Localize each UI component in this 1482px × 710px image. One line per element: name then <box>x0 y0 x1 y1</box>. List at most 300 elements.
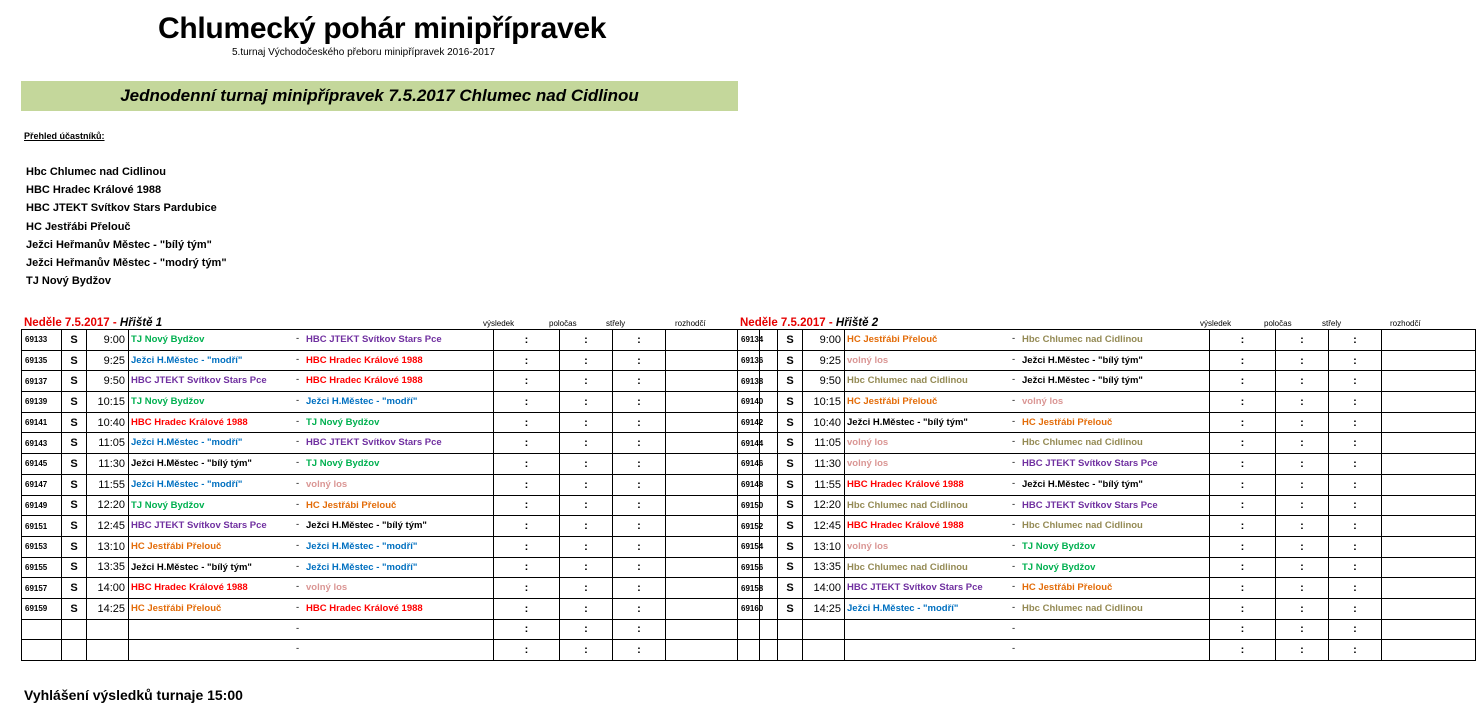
shots-cell: : <box>1329 640 1382 661</box>
home-team: Ježci H.Městec - "modří" <box>847 602 959 614</box>
referee-cell <box>1382 454 1476 475</box>
home-team: HBC JTEKT Svítkov Stars Pce <box>847 582 983 594</box>
match-time: 9:50 <box>87 371 129 392</box>
shots-cell: : <box>613 619 666 640</box>
shots-cell: : <box>1329 350 1382 371</box>
pitch1-name: Hřiště 1 <box>119 317 163 329</box>
match-teams <box>845 619 1210 640</box>
home-team: Ježci H.Městec - "bílý tým" <box>131 561 252 573</box>
match-category: S <box>778 392 803 413</box>
pitch2-name: Hřiště 2 <box>835 317 879 329</box>
half-cell: : <box>1276 433 1329 454</box>
away-team: HBC Hradec Králové 1988 <box>306 354 423 366</box>
match-category: S <box>778 412 803 433</box>
team-separator: - <box>1012 601 1016 613</box>
home-team: TJ Nový Bydžov <box>131 499 205 511</box>
result-cell: : <box>494 433 560 454</box>
match-number: 69134 <box>738 330 778 351</box>
referee-cell <box>1382 640 1476 661</box>
match-category: S <box>62 516 87 537</box>
match-category <box>62 640 87 661</box>
half-cell: : <box>1276 392 1329 413</box>
away-team: TJ Nový Bydžov <box>1022 540 1096 552</box>
team-separator: - <box>1012 519 1016 531</box>
team-separator: - <box>1012 353 1016 365</box>
home-team: Ježci H.Městec - "bílý tým" <box>847 416 968 428</box>
result-cell: : <box>1210 433 1276 454</box>
match-number: 69160 <box>738 598 778 619</box>
referee-cell <box>1382 495 1476 516</box>
match-teams <box>845 371 1210 392</box>
match-time: 10:15 <box>87 392 129 413</box>
match-number: 69146 <box>738 454 778 475</box>
shots-cell: : <box>613 412 666 433</box>
match-row <box>22 516 760 537</box>
team-separator: - <box>1012 333 1016 344</box>
shots-cell: : <box>1329 371 1382 392</box>
team-separator: - <box>296 581 300 593</box>
half-cell: : <box>560 454 613 475</box>
result-cell: : <box>494 619 560 640</box>
half-cell: : <box>560 640 613 661</box>
away-team: TJ Nový Bydžov <box>1022 561 1096 573</box>
match-row <box>738 495 1476 516</box>
team-separator: - <box>1012 374 1016 386</box>
match-teams <box>129 619 494 640</box>
match-teams <box>845 330 1210 351</box>
match-number: 69142 <box>738 412 778 433</box>
result-cell: : <box>1210 392 1276 413</box>
match-time: 13:10 <box>803 536 845 557</box>
away-team: HC Jestřábi Přelouč <box>1022 582 1113 594</box>
match-time: 12:20 <box>87 495 129 516</box>
home-team: HBC JTEKT Svítkov Stars Pce <box>131 520 267 532</box>
participant-item: HBC JTEKT Svítkov Stars Pardubice <box>26 202 217 215</box>
pitch2-heading <box>740 317 878 329</box>
document-title: Chlumecký pohár minipřípravek <box>158 12 607 45</box>
match-time: 12:45 <box>87 516 129 537</box>
shots-cell: : <box>1329 474 1382 495</box>
match-row <box>738 619 1476 640</box>
shots-cell: : <box>613 330 666 351</box>
result-cell: : <box>1210 619 1276 640</box>
match-number: 69143 <box>22 433 62 454</box>
away-team: Hbc Chlumec nad Cidlinou <box>1022 334 1143 345</box>
result-cell: : <box>1210 495 1276 516</box>
half-cell: : <box>1276 640 1329 661</box>
away-team: Ježci H.Městec - "bílý tým" <box>1022 478 1143 490</box>
team-separator: - <box>296 622 300 634</box>
match-row <box>738 371 1476 392</box>
match-category: S <box>778 350 803 371</box>
match-time: 13:35 <box>803 557 845 578</box>
half-cell: : <box>1276 619 1329 640</box>
match-number: 69148 <box>738 474 778 495</box>
shots-cell: : <box>1329 412 1382 433</box>
referee-cell <box>1382 598 1476 619</box>
half-cell: : <box>560 433 613 454</box>
match-category: S <box>778 495 803 516</box>
home-team: HBC Hradec Králové 1988 <box>847 478 964 490</box>
home-team: Hbc Chlumec nad Cidlinou <box>847 499 968 511</box>
match-number: 69136 <box>738 350 778 371</box>
away-team: HC Jestřábi Přelouč <box>306 499 397 511</box>
match-time: 13:35 <box>87 557 129 578</box>
match-time: 14:25 <box>803 598 845 619</box>
team-separator: - <box>1012 436 1016 448</box>
result-cell: : <box>494 578 560 599</box>
team-separator: - <box>296 333 300 344</box>
pitch1-col-referee: rozhodčí <box>675 319 706 328</box>
match-time: 11:05 <box>87 433 129 454</box>
result-cell: : <box>494 536 560 557</box>
half-cell: : <box>560 516 613 537</box>
match-number: 69157 <box>22 578 62 599</box>
pitch2-col-referee: rozhodčí <box>1390 319 1421 328</box>
match-time: 10:15 <box>803 392 845 413</box>
shots-cell: : <box>613 454 666 475</box>
pitch1-col-half: poločas <box>549 319 577 328</box>
home-team: HC Jestřábi Přelouč <box>847 396 938 408</box>
match-teams <box>845 536 1210 557</box>
shots-cell: : <box>1329 619 1382 640</box>
away-team: Ježci H.Městec - "modří" <box>306 561 418 573</box>
result-cell: : <box>494 474 560 495</box>
team-separator: - <box>296 374 300 386</box>
half-cell: : <box>560 598 613 619</box>
match-row <box>738 640 1476 661</box>
referee-cell <box>1382 350 1476 371</box>
match-teams <box>129 495 494 516</box>
result-cell: : <box>494 371 560 392</box>
half-cell: : <box>560 371 613 392</box>
referee-cell <box>1382 474 1476 495</box>
away-team: Ježci H.Městec - "bílý tým" <box>1022 354 1143 366</box>
away-team: HBC Hradec Králové 1988 <box>306 375 423 387</box>
match-number: 69147 <box>22 474 62 495</box>
home-team: volný los <box>847 540 889 552</box>
match-number: 69153 <box>22 536 62 557</box>
pitch1-day: Neděle 7.5.2017 - <box>24 317 117 329</box>
shots-cell: : <box>1329 557 1382 578</box>
shots-cell: : <box>1329 598 1382 619</box>
match-number: 69133 <box>22 330 62 351</box>
pitch2-day: Neděle 7.5.2017 - <box>740 317 833 329</box>
match-row <box>22 350 760 371</box>
match-teams <box>845 598 1210 619</box>
shots-cell: : <box>613 557 666 578</box>
match-row <box>738 392 1476 413</box>
referee-cell <box>1382 412 1476 433</box>
team-separator: - <box>1012 622 1016 634</box>
team-separator: - <box>1012 539 1016 551</box>
match-category: S <box>778 516 803 537</box>
match-category: S <box>62 557 87 578</box>
match-time: 11:30 <box>803 454 845 475</box>
result-cell: : <box>1210 371 1276 392</box>
match-time: 11:05 <box>803 433 845 454</box>
away-team: HBC JTEKT Svítkov Stars Pce <box>1022 458 1158 470</box>
match-time: 10:40 <box>803 412 845 433</box>
referee-cell <box>1382 371 1476 392</box>
home-team: volný los <box>847 437 889 449</box>
team-separator: - <box>1012 498 1016 510</box>
pitch1-col-result: výsledek <box>483 319 515 328</box>
match-time: 12:20 <box>803 495 845 516</box>
result-cell: : <box>494 557 560 578</box>
match-time: 12:45 <box>803 516 845 537</box>
half-cell: : <box>560 495 613 516</box>
match-row <box>738 578 1476 599</box>
match-category: S <box>62 474 87 495</box>
team-separator: - <box>296 519 300 531</box>
match-row <box>22 330 760 351</box>
referee-cell <box>1382 578 1476 599</box>
match-teams <box>845 640 1210 661</box>
match-teams <box>845 454 1210 475</box>
match-row <box>738 536 1476 557</box>
match-teams <box>845 412 1210 433</box>
participants-list <box>26 163 227 290</box>
match-teams <box>845 350 1210 371</box>
result-cell: : <box>494 330 560 351</box>
result-cell: : <box>1210 536 1276 557</box>
half-cell: : <box>560 412 613 433</box>
home-team: HBC Hradec Králové 1988 <box>131 416 248 428</box>
result-cell: : <box>1210 516 1276 537</box>
result-cell: : <box>494 598 560 619</box>
team-separator: - <box>296 643 300 655</box>
home-team: Hbc Chlumec nad Cidlinou <box>847 561 968 573</box>
half-cell: : <box>560 578 613 599</box>
match-number <box>738 640 778 661</box>
match-teams <box>129 392 494 413</box>
result-cell: : <box>494 412 560 433</box>
team-separator: - <box>296 539 300 551</box>
match-time: 9:25 <box>87 350 129 371</box>
match-row <box>738 454 1476 475</box>
match-number: 69141 <box>22 412 62 433</box>
match-time <box>803 619 845 640</box>
match-teams <box>845 495 1210 516</box>
match-time <box>803 640 845 661</box>
match-category <box>778 619 803 640</box>
match-row <box>738 330 1476 351</box>
home-team: volný los <box>847 354 889 366</box>
referee-cell <box>1382 536 1476 557</box>
match-row <box>738 433 1476 454</box>
result-cell: : <box>1210 578 1276 599</box>
match-time: 9:00 <box>803 330 845 351</box>
match-number: 69135 <box>22 350 62 371</box>
result-cell: : <box>1210 412 1276 433</box>
match-category: S <box>62 433 87 454</box>
match-teams <box>845 557 1210 578</box>
result-cell: : <box>494 640 560 661</box>
match-teams <box>129 598 494 619</box>
match-number: 69150 <box>738 495 778 516</box>
match-teams <box>845 433 1210 454</box>
match-teams <box>129 640 494 661</box>
match-category <box>778 640 803 661</box>
shots-cell: : <box>613 371 666 392</box>
match-row <box>738 557 1476 578</box>
match-row <box>738 516 1476 537</box>
match-category: S <box>62 578 87 599</box>
results-announcement: Vyhlášení výsledků turnaje 15:00 <box>24 687 243 703</box>
match-row <box>22 557 760 578</box>
match-category <box>62 619 87 640</box>
match-teams <box>845 392 1210 413</box>
match-row <box>738 412 1476 433</box>
team-separator: - <box>296 395 300 407</box>
match-category: S <box>778 474 803 495</box>
result-cell: : <box>1210 350 1276 371</box>
pitch2-col-shots: střely <box>1322 319 1342 328</box>
match-category: S <box>778 598 803 619</box>
result-cell: : <box>494 392 560 413</box>
match-category: S <box>778 371 803 392</box>
home-team: TJ Nový Bydžov <box>131 396 205 408</box>
participant-item: Ježci Heřmanův Městec - "modrý tým" <box>26 257 227 270</box>
match-number: 69145 <box>22 454 62 475</box>
match-category: S <box>778 578 803 599</box>
match-time <box>87 640 129 661</box>
referee-cell <box>1382 330 1476 351</box>
away-team: Ježci H.Městec - "bílý tým" <box>1022 375 1143 387</box>
result-cell: : <box>1210 640 1276 661</box>
match-number: 69159 <box>22 598 62 619</box>
away-team: volný los <box>306 582 348 594</box>
pitch1-schedule-table <box>21 329 760 661</box>
shots-cell: : <box>613 495 666 516</box>
shots-cell: : <box>613 578 666 599</box>
participant-item: Ježci Heřmanův Městec - "bílý tým" <box>26 238 212 251</box>
half-cell: : <box>560 392 613 413</box>
team-separator: - <box>296 415 300 427</box>
match-row <box>22 433 760 454</box>
match-time: 14:00 <box>803 578 845 599</box>
result-cell: : <box>1210 474 1276 495</box>
match-category: S <box>778 454 803 475</box>
away-team: HBC JTEKT Svítkov Stars Pce <box>306 437 442 449</box>
match-teams <box>129 350 494 371</box>
away-team: HBC JTEKT Svítkov Stars Pce <box>1022 499 1158 511</box>
tournament-banner: Jednodenní turnaj minipřípravek 7.5.2017 Chlumec nad Cidlinou <box>21 81 738 111</box>
shots-cell: : <box>1329 433 1382 454</box>
half-cell: : <box>560 557 613 578</box>
result-cell: : <box>494 495 560 516</box>
away-team: HBC JTEKT Svítkov Stars Pce <box>306 334 442 345</box>
match-category: S <box>62 371 87 392</box>
result-cell: : <box>494 350 560 371</box>
half-cell: : <box>1276 350 1329 371</box>
match-teams <box>845 578 1210 599</box>
half-cell: : <box>560 350 613 371</box>
match-teams <box>129 371 494 392</box>
away-team: TJ Nový Bydžov <box>306 458 380 470</box>
home-team: HBC Hradec Králové 1988 <box>131 582 248 594</box>
away-team: HBC Hradec Králové 1988 <box>306 602 423 614</box>
pitch2-schedule-table <box>737 329 1476 661</box>
match-teams <box>129 536 494 557</box>
match-row <box>22 578 760 599</box>
team-separator: - <box>1012 477 1016 489</box>
shots-cell: : <box>1329 454 1382 475</box>
shots-cell: : <box>1329 578 1382 599</box>
home-team: TJ Nový Bydžov <box>131 334 205 345</box>
match-number: 69144 <box>738 433 778 454</box>
away-team: Hbc Chlumec nad Cidlinou <box>1022 602 1143 614</box>
shots-cell: : <box>613 474 666 495</box>
match-number: 69155 <box>22 557 62 578</box>
document-subtitle: 5.turnaj Východočeského přeboru minipřípravek 2016-2017 <box>232 47 495 58</box>
away-team: Ježci H.Městec - "modří" <box>306 396 418 408</box>
pitch1-heading <box>24 317 162 329</box>
away-team: Ježci H.Městec - "modří" <box>306 540 418 552</box>
away-team: HC Jestřábi Přelouč <box>1022 416 1113 428</box>
match-teams <box>845 516 1210 537</box>
referee-cell <box>1382 557 1476 578</box>
shots-cell: : <box>613 433 666 454</box>
pitch2-col-half: poločas <box>1264 319 1292 328</box>
match-category: S <box>62 495 87 516</box>
participant-item: HBC Hradec Králové 1988 <box>26 184 162 197</box>
match-number: 69139 <box>22 392 62 413</box>
half-cell: : <box>560 536 613 557</box>
match-number: 69152 <box>738 516 778 537</box>
shots-cell: : <box>613 640 666 661</box>
match-number: 69138 <box>738 371 778 392</box>
team-separator: - <box>1012 457 1016 469</box>
participant-item: TJ Nový Bydžov <box>26 275 111 288</box>
match-time: 11:30 <box>87 454 129 475</box>
away-team: volný los <box>1022 396 1064 408</box>
match-time: 10:40 <box>87 412 129 433</box>
match-teams <box>129 433 494 454</box>
match-category: S <box>62 412 87 433</box>
half-cell: : <box>560 474 613 495</box>
match-teams <box>129 557 494 578</box>
shots-cell: : <box>613 536 666 557</box>
pitch1-col-shots: střely <box>606 319 626 328</box>
team-separator: - <box>296 560 300 572</box>
result-cell: : <box>1210 454 1276 475</box>
match-time: 9:00 <box>87 330 129 351</box>
match-row <box>22 474 760 495</box>
match-row <box>22 598 760 619</box>
referee-cell <box>1382 619 1476 640</box>
team-separator: - <box>296 457 300 469</box>
half-cell: : <box>1276 330 1329 351</box>
match-row <box>22 454 760 475</box>
match-category: S <box>62 330 87 351</box>
shots-cell: : <box>613 350 666 371</box>
team-separator: - <box>1012 581 1016 593</box>
home-team: Ježci H.Městec - "modří" <box>131 354 243 366</box>
match-teams <box>129 474 494 495</box>
match-category: S <box>62 454 87 475</box>
match-time: 11:55 <box>87 474 129 495</box>
match-row <box>22 495 760 516</box>
team-separator: - <box>1012 415 1016 427</box>
match-category: S <box>62 536 87 557</box>
match-teams <box>129 330 494 351</box>
match-category: S <box>778 536 803 557</box>
half-cell: : <box>1276 371 1329 392</box>
match-number <box>738 619 778 640</box>
match-row <box>22 371 760 392</box>
